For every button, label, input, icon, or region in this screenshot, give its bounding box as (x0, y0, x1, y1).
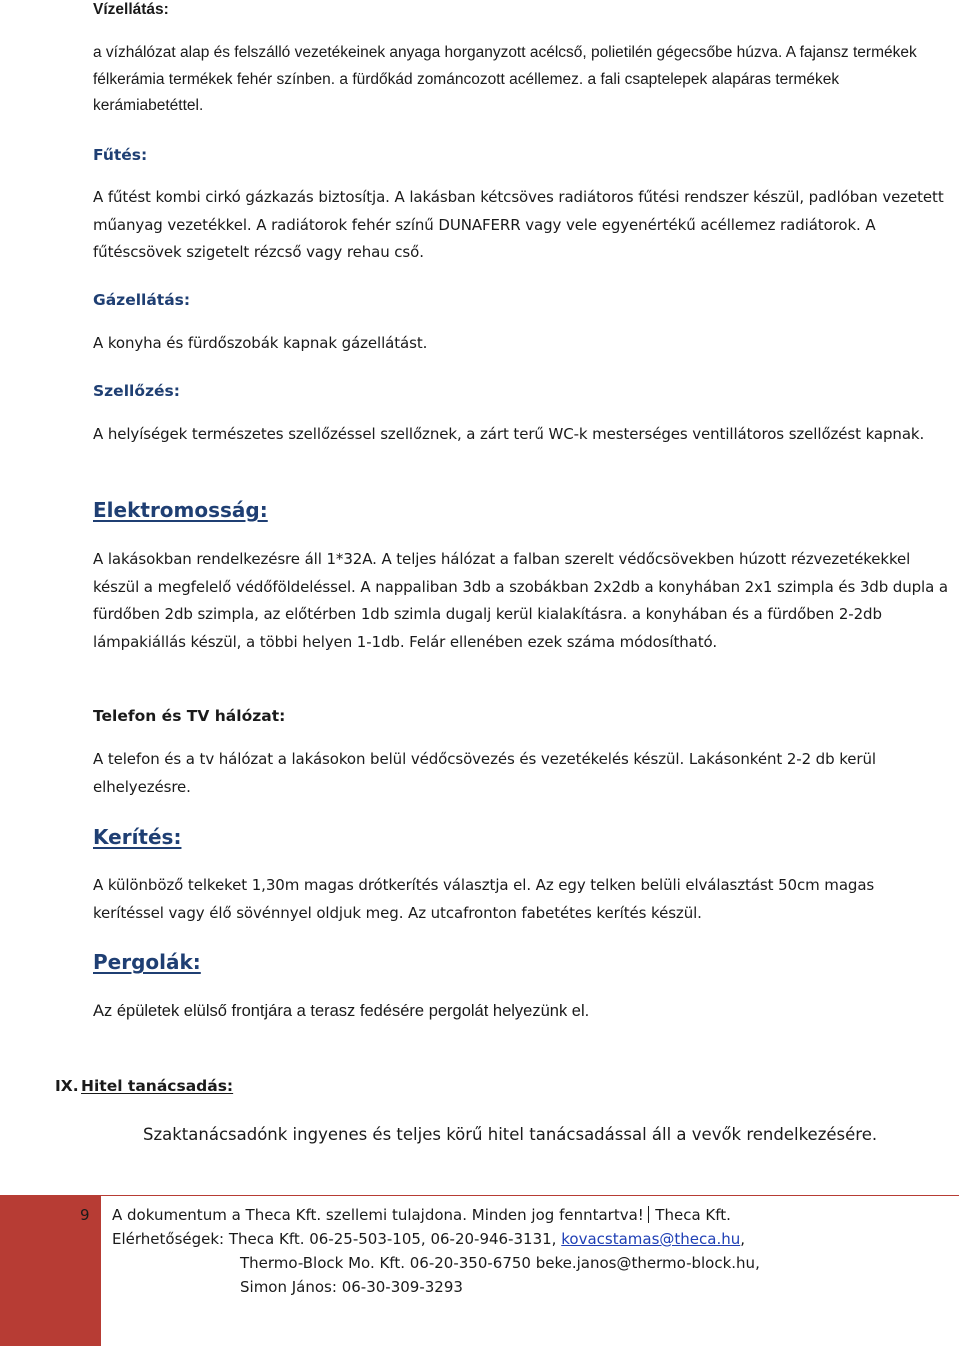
paragraph-kerites: A különböző telkeket 1,30m magas drótkerítés választja el. Az egy telken belüli elválasztást 50cm magas kerítéssel vagy élő sövénnyel oldjuk meg. Az utcafronton fabetétes kerítés készül. (93, 876, 875, 922)
heading-elektromossag: Elektromosság: (93, 498, 268, 522)
paragraph-szellozes: A helyíségek természetes szellőzéssel szellőznek, a zárt terű WC-k mesterséges ventillátoros szellőzést kapnak. (93, 425, 925, 443)
paragraph-futes: A fűtést kombi cirkó gázkazás biztosítja. A lakásban kétcsöves radiátoros fűtési rendszer készül, padlóban vezetett műanyag vezetékkel. A radiátorok fehér színű DUNAFERR vagy vele egyenértékű acéllemez radiátorok. A fűtéscsövek szigetelt rézcső vagy rehau cső. (93, 188, 944, 261)
footer-contacts: Elérhetőségek: Theca Kft. 06-25-503-105, 06-20-946-3131, (112, 1230, 557, 1248)
footer-line-3: Thermo-Block Mo. Kft. 06-20-350-6750 beke.janos@thermo-block.hu, (240, 1254, 760, 1272)
footer-line-2 (112, 1227, 745, 1251)
heading-futes: Fűtés: (93, 146, 148, 164)
heading-pergolak: Pergolák: (93, 950, 201, 974)
section-number: IX. (55, 1077, 79, 1095)
footer-line-4: Simon János: 06-30-309-3293 (240, 1278, 463, 1296)
heading-szellozes: Szellőzés: (93, 382, 180, 400)
paragraph-pergolak: Az épületek elülső frontjára a terasz fedésére pergolát helyezünk el. (93, 1002, 590, 1020)
footer-comma: , (740, 1230, 746, 1248)
paragraph-gazellatas: A konyha és fürdőszobák kapnak gázellátást. (93, 334, 428, 352)
paragraph-hitel: Szaktanácsadónk ingyenes és teljes körű hitel tanácsadással áll a vevők rendelkezésére. (143, 1125, 878, 1144)
footer-company: Theca Kft. (655, 1206, 731, 1224)
paragraph-telefon-tv: A telefon és a tv hálózat a lakásokon belül védőcsövezés és vezetékelés készül. Lakásonként 2-2 db kerül elhelyezésre. (93, 750, 876, 796)
heading-kerites: Kerítés: (93, 825, 182, 849)
heading-vizellatas: Vízellátás: (93, 1, 169, 18)
paragraph-vizellatas: a vízhálózat alap és felszálló vezetékeinek anyaga horganyzott acélcső, polietilén gégecsőbe húzva. A fajansz termékek félkerámia termékek fehér színben. a fürdőkád zománcozott acéllemez. a fali csaptelepek alapáras termékek kerámiabetéttel. (93, 44, 917, 114)
footer-copyright: A dokumentum a Theca Kft. szellemi tulajdona. Minden jog fenntartva! (112, 1206, 644, 1224)
heading-gazellatas: Gázellátás: (93, 291, 191, 309)
heading-hitel: Hitel tanácsadás: (81, 1077, 234, 1095)
footer-email-link[interactable]: kovacstamas@theca.hu (561, 1230, 741, 1248)
footer-divider (101, 1195, 959, 1196)
heading-telefon-tv: Telefon és TV hálózat: (93, 707, 286, 725)
footer-line-1 (112, 1203, 731, 1227)
page-number: 9 (80, 1206, 90, 1224)
paragraph-elektromossag: A lakásokban rendelkezésre áll 1*32A. A teljes hálózat a falban szerelt védőcsövekben húzott rézvezetékekkel készül a megfelelő védőföldeléssel. A nappaliban 3db a szobákban 2x2db a konyhában 2x1 szimpla és 3db dupla a fürdőben 2db szimpla, az előtérben 1db szimla dugalj kerül kialakításra. a konyhában és a fürdőben 2-2db lámpakiállás készül, a többi helyen 1-1db. Felár ellenében ezek száma módosítható. (93, 550, 948, 651)
footer-separator (648, 1206, 650, 1223)
